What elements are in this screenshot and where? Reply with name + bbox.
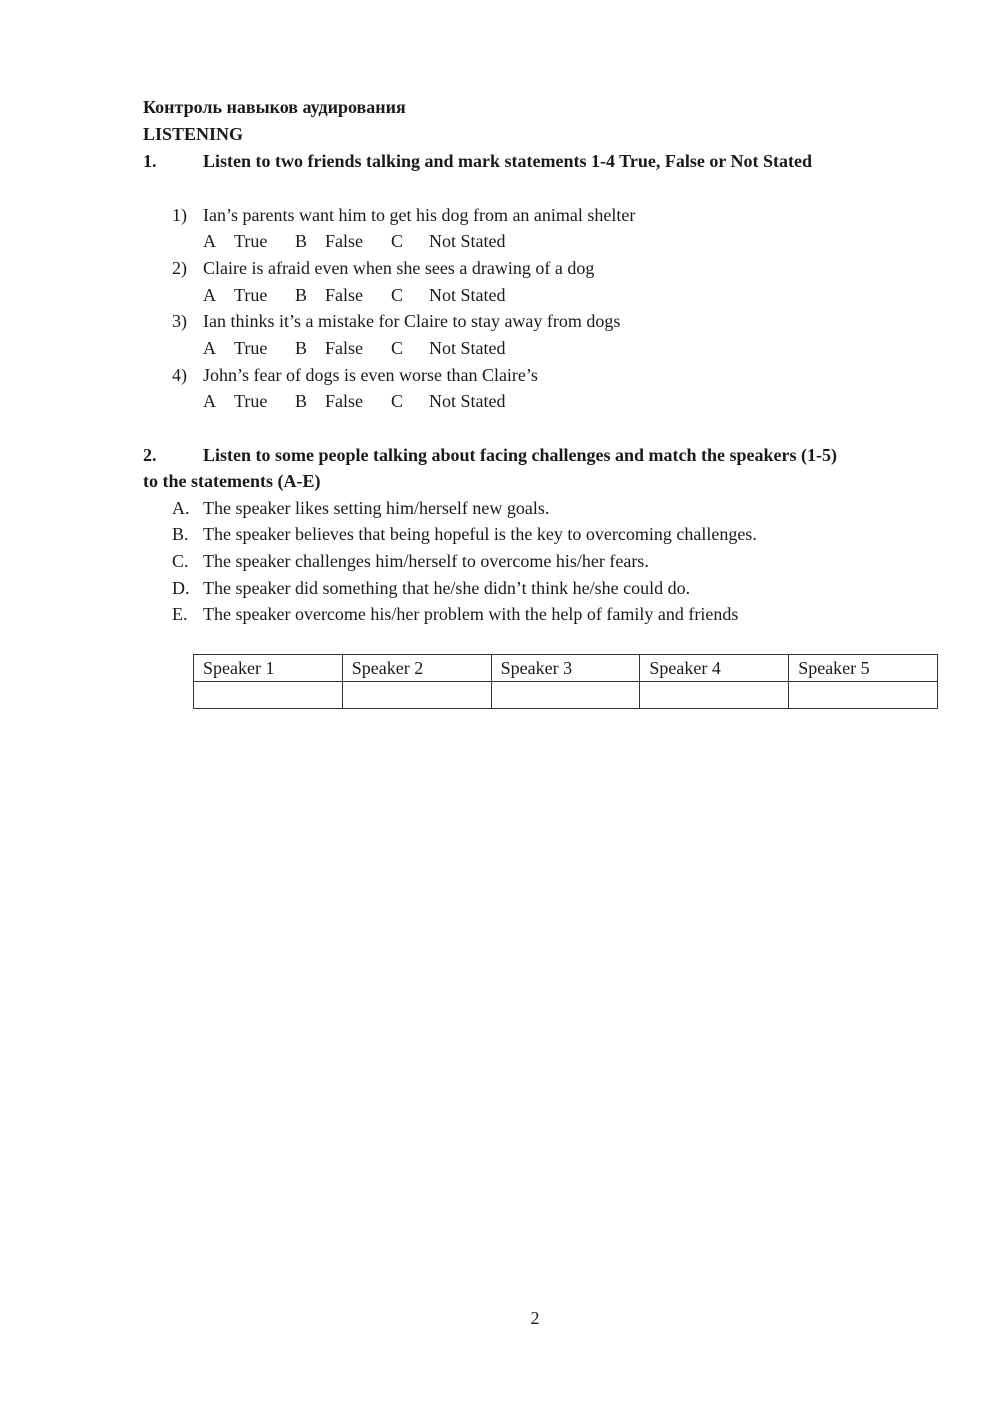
speaker-4-header: Speaker 4 [640,655,789,682]
q3-option-b-text[interactable]: False [325,338,363,358]
task1-instruction: Listen to two friends talking and mark statements 1-4 True, False or Not Stated [203,151,812,171]
question-3-text: Ian thinks it’s a mistake for Claire to stay away from dogs [203,311,621,331]
q4-option-b-text[interactable]: False [325,391,363,411]
q2-option-c-letter: C [391,285,404,305]
statement-c-text: The speaker challenges him/herself to overcome his/her fears. [203,551,649,571]
q2-option-c-text[interactable]: Not Stated [429,285,506,305]
q3-option-a-letter: A [203,338,216,358]
table-answer-row [194,682,938,709]
q2-option-b-text[interactable]: False [325,285,363,305]
task2-number: 2. [143,445,157,465]
question-1-number: 1) [172,205,187,225]
q3-option-b-letter: B [295,338,308,358]
speaker-2-answer-cell[interactable] [342,682,491,709]
statement-a-letter: A. [172,498,190,518]
q1-option-c-letter: C [391,231,404,251]
statement-a-text: The speaker likes setting him/herself new goals. [203,498,550,518]
speaker-2-header: Speaker 2 [342,655,491,682]
q1-option-b-letter: B [295,231,308,251]
question-2-text: Claire is afraid even when she sees a drawing of a dog [203,258,595,278]
speaker-1-answer-cell[interactable] [194,682,343,709]
speaker-answer-table [193,654,938,709]
q2-option-a-text[interactable]: True [234,285,268,305]
speaker-5-answer-cell[interactable] [789,682,938,709]
task1-number: 1. [143,151,157,171]
q3-option-a-text[interactable]: True [234,338,268,358]
q4-option-c-letter: C [391,391,404,411]
question-3-number: 3) [172,311,187,331]
q1-option-a-letter: A [203,231,216,251]
q3-option-c-letter: C [391,338,404,358]
speaker-5-header: Speaker 5 [789,655,938,682]
question-4-text: John’s fear of dogs is even worse than Claire’s [203,365,538,385]
q3-option-c-text[interactable]: Not Stated [429,338,506,358]
speaker-3-header: Speaker 3 [491,655,640,682]
q1-option-b-text[interactable]: False [325,231,363,251]
statement-e-text: The speaker overcome his/her problem with the help of family and friends [203,604,739,624]
q4-option-a-letter: A [203,391,216,411]
page-number: 2 [530,1308,540,1328]
q1-option-c-text[interactable]: Not Stated [429,231,506,251]
q1-option-a-text[interactable]: True [234,231,268,251]
q2-option-b-letter: B [295,285,308,305]
statement-d-text: The speaker did something that he/she didn’t think he/she could do. [203,578,691,598]
q4-option-a-text[interactable]: True [234,391,268,411]
statement-e-letter: E. [172,604,188,624]
page-title-ru: Контроль навыков аудирования [143,97,406,117]
speaker-4-answer-cell[interactable] [640,682,789,709]
q4-option-c-text[interactable]: Not Stated [429,391,506,411]
statement-b-text: The speaker believes that being hopeful is the key to overcoming challenges. [203,524,757,544]
statement-c-letter: C. [172,551,189,571]
speaker-3-answer-cell[interactable] [491,682,640,709]
question-1-text: Ian’s parents want him to get his dog from an animal shelter [203,205,636,225]
section-title: LISTENING [143,124,244,144]
task2-instruction-line1: Listen to some people talking about facing challenges and match the speakers (1-5) [203,445,837,465]
table-header-row [194,655,938,682]
q2-option-a-letter: A [203,285,216,305]
question-2-number: 2) [172,258,187,278]
statement-b-letter: B. [172,524,189,544]
statement-d-letter: D. [172,578,190,598]
question-4-number: 4) [172,365,187,385]
speaker-1-header: Speaker 1 [194,655,343,682]
q4-option-b-letter: B [295,391,308,411]
task2-instruction-line2: to the statements (A-E) [143,471,321,491]
